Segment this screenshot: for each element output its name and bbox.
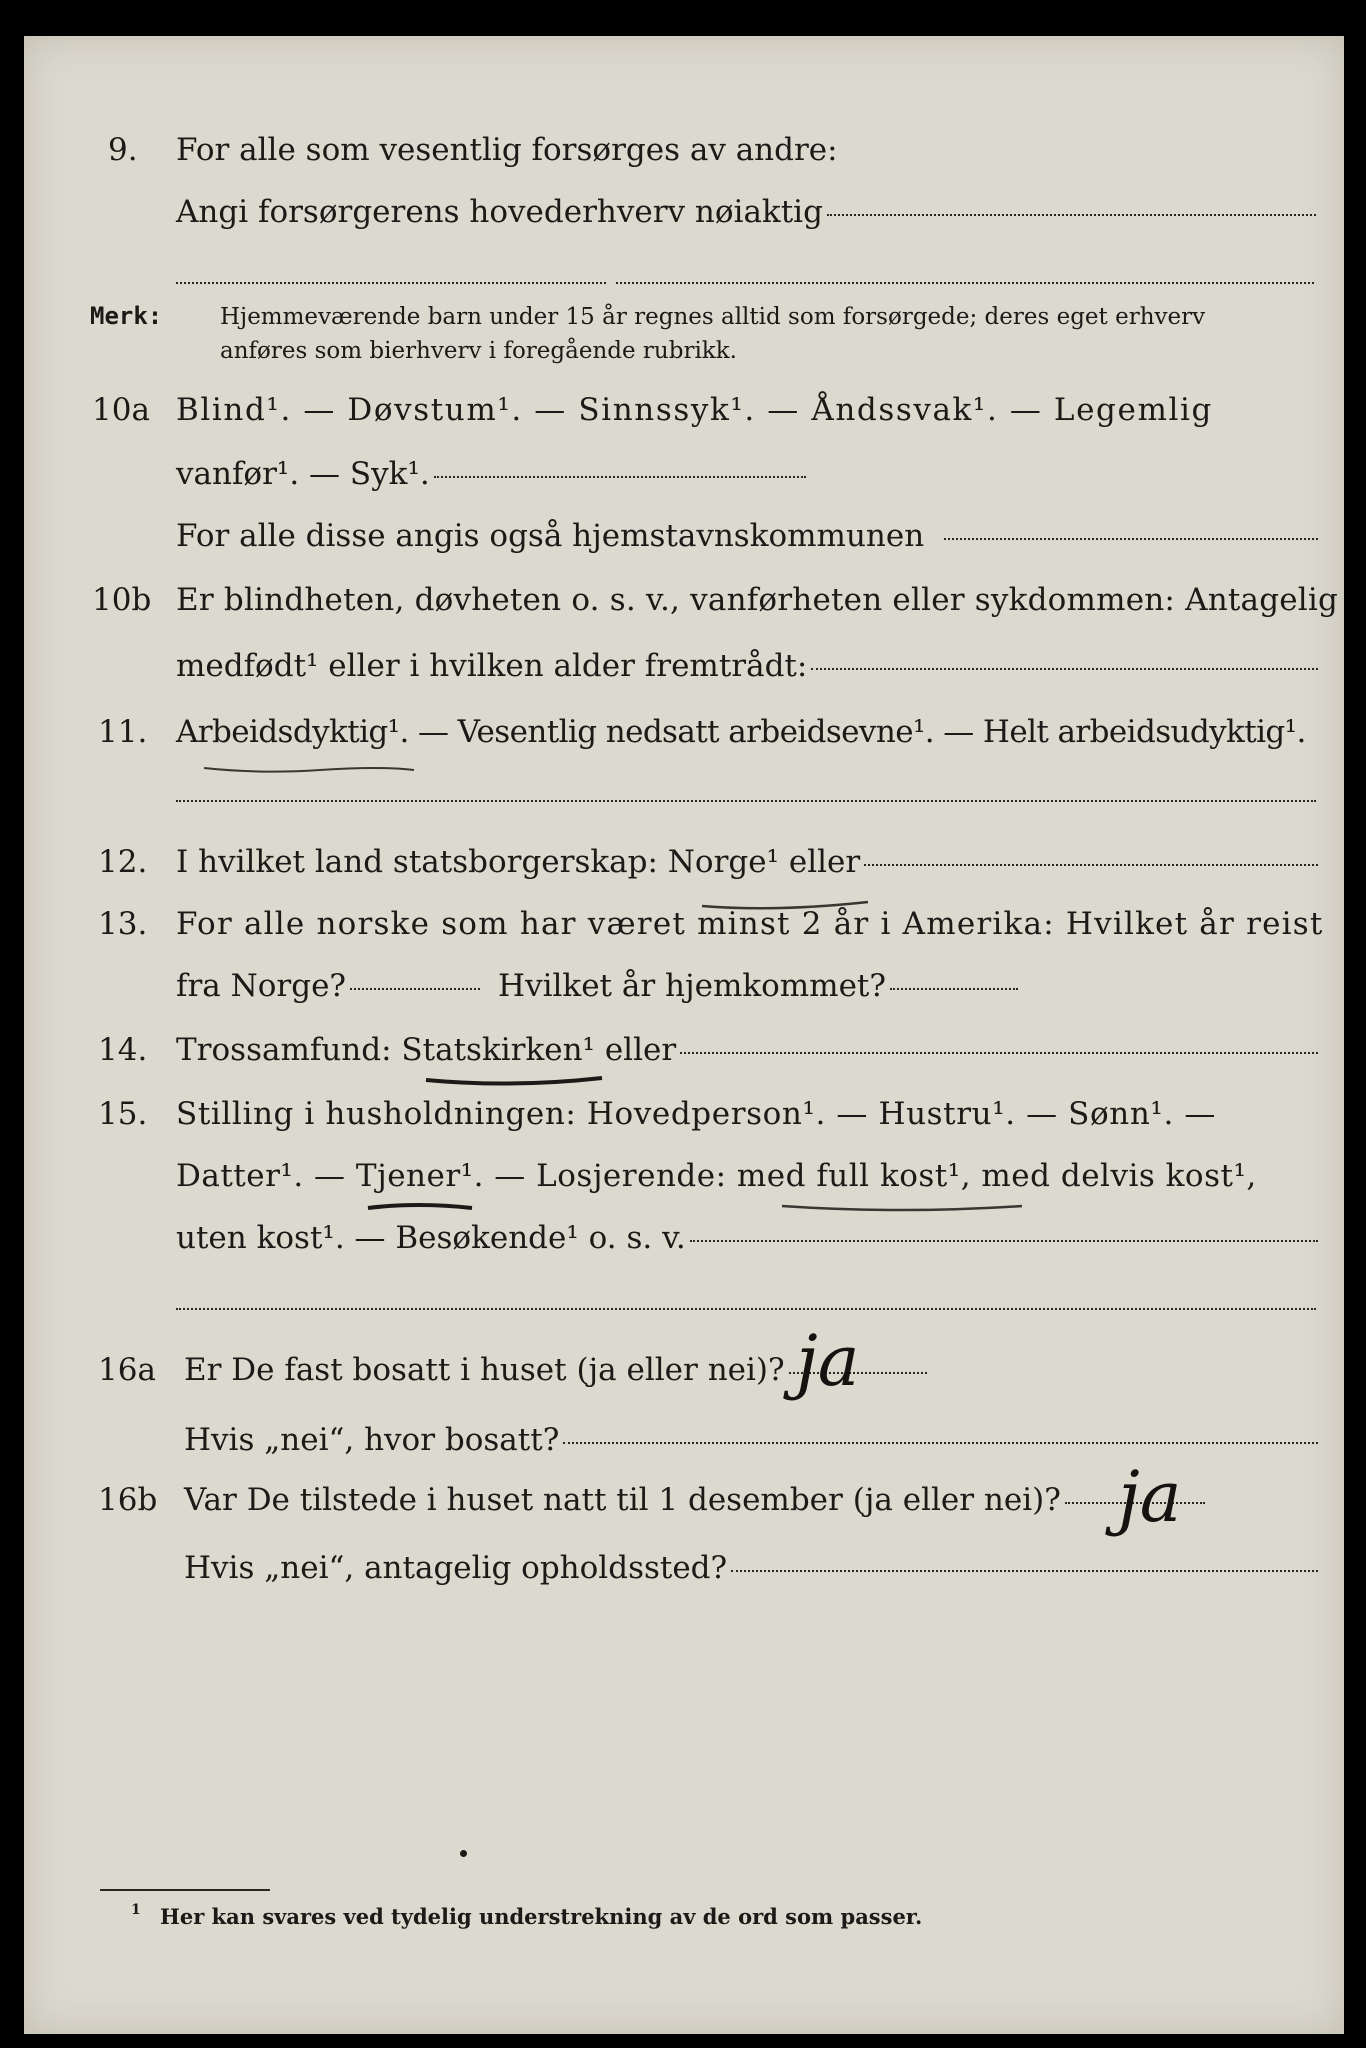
question-line: For alle disse angis også hjemstavnskommunen <box>176 518 925 554</box>
handwritten-underline <box>778 1196 1028 1218</box>
question-line-with-blank <box>176 518 1318 554</box>
question-line: Arbeidsdyktig¹. — Vesentlig nedsatt arbeidsevne¹. — Helt arbeidsudyktig¹. <box>176 714 1306 750</box>
question-line: Hvilket år hjemkommet? <box>498 968 887 1004</box>
question-line: Angi forsørgerens hovederhverv nøiaktig <box>176 194 823 230</box>
question-line-with-blank <box>176 456 806 492</box>
answer-blank[interactable] <box>731 1570 1318 1572</box>
answer-blank[interactable] <box>350 988 480 990</box>
answer-blank[interactable] <box>176 1308 1316 1310</box>
question-line: Trossamfund: Statskirken¹ eller <box>176 1032 677 1068</box>
note-label: Merk: <box>90 302 163 330</box>
question-line-with-blank <box>184 1422 1318 1458</box>
census-form-page <box>24 36 1344 2034</box>
question-text <box>176 132 838 168</box>
question-number: 10a <box>92 392 150 428</box>
question-line: Var De tilstede i huset natt til 1 desember (ja eller nei)? <box>184 1482 1061 1518</box>
question-number: 13. <box>98 906 148 942</box>
question-line: Hvis „nei“, antagelig opholdssted? <box>184 1550 728 1586</box>
answer-blank[interactable] <box>811 668 1318 670</box>
question-number: 12. <box>98 844 148 880</box>
question-number: 16b <box>98 1482 158 1518</box>
question-line: uten kost¹. — Besøkende¹ o. s. v. <box>176 1220 686 1256</box>
question-line-with-blank <box>176 968 1018 1004</box>
question-line: Blind¹. — Døvstum¹. — Sinnssyk¹. — Åndssvak¹. — Legemlig <box>176 392 1213 428</box>
note-text: Hjemmeværende barn under 15 år regnes alltid som forsørgede; deres eget erhverv <box>220 304 1206 330</box>
question-line-with-blank <box>176 844 1318 880</box>
question-line-with-blank <box>184 1550 1318 1586</box>
handwritten-underline <box>364 1196 476 1218</box>
footnote-marker: 1 <box>131 1902 141 1918</box>
answer-blank[interactable] <box>890 988 1018 990</box>
handwritten-answer: ja <box>1118 1456 1182 1538</box>
question-line: For alle som vesentlig forsørges av andre: <box>176 132 838 168</box>
question-text <box>176 714 1306 750</box>
ink-dot <box>460 1850 467 1857</box>
question-number: 10b <box>92 582 152 618</box>
footnote-text: Her kan svares ved tydelig understrekning av de ord som passer. <box>160 1904 923 1929</box>
answer-blank[interactable] <box>827 214 1316 216</box>
question-line: Stilling i husholdningen: Hovedperson¹. — Hustru¹. — Sønn¹. — <box>176 1096 1216 1132</box>
question-line: I hvilket land statsborgerskap: Norge¹ eller <box>176 844 861 880</box>
answer-blank[interactable] <box>944 538 1318 540</box>
question-line: Hvis „nei“, hvor bosatt? <box>184 1422 560 1458</box>
question-number: 15. <box>98 1096 148 1132</box>
answer-blank[interactable] <box>176 282 606 284</box>
answer-blank[interactable] <box>176 800 1316 802</box>
question-line-with-blank <box>176 648 1318 684</box>
answer-blank[interactable] <box>690 1240 1318 1242</box>
question-number: 9. <box>108 132 138 168</box>
question-line-with-blank <box>184 1482 1205 1518</box>
question-line-with-blank <box>176 194 1316 230</box>
question-text <box>176 392 1318 428</box>
note-text: anføres som bierhverv i foregående rubrikk. <box>220 338 737 364</box>
answer-blank[interactable] <box>864 864 1318 866</box>
answer-blank[interactable] <box>680 1052 1318 1054</box>
question-line: Datter¹. — Tjener¹. — Losjerende: med full kost¹, med delvis kost¹, <box>176 1158 1257 1194</box>
question-text <box>176 1096 1216 1132</box>
handwritten-underline <box>200 758 420 778</box>
question-line: For alle norske som har været minst 2 år i Amerika: Hvilket år reist <box>176 906 1324 942</box>
question-line-with-blank <box>176 1220 1318 1256</box>
question-number: 11. <box>98 714 148 750</box>
question-text <box>176 1158 1257 1194</box>
question-text <box>176 906 1324 942</box>
answer-blank[interactable] <box>434 476 806 478</box>
answer-blank[interactable] <box>563 1442 1318 1444</box>
handwritten-underline <box>422 1070 608 1092</box>
question-line: Er blindheten, døvheten o. s. v., vanførheten eller sykdommen: Antagelig <box>176 582 1339 618</box>
question-number: 14. <box>98 1032 148 1068</box>
question-number: 16a <box>98 1352 156 1388</box>
answer-blank[interactable] <box>616 282 1314 284</box>
question-line: medfødt¹ eller i hvilken alder fremtrådt: <box>176 648 808 684</box>
question-line: Er De fast bosatt i huset (ja eller nei)? <box>184 1352 785 1388</box>
handwritten-answer: ja <box>796 1320 860 1402</box>
question-line: vanfør¹. — Syk¹. <box>176 456 430 492</box>
question-line: fra Norge? <box>176 968 347 1004</box>
question-text <box>176 582 1338 618</box>
footnote-rule <box>100 1889 270 1891</box>
question-line-with-blank <box>176 1032 1318 1068</box>
